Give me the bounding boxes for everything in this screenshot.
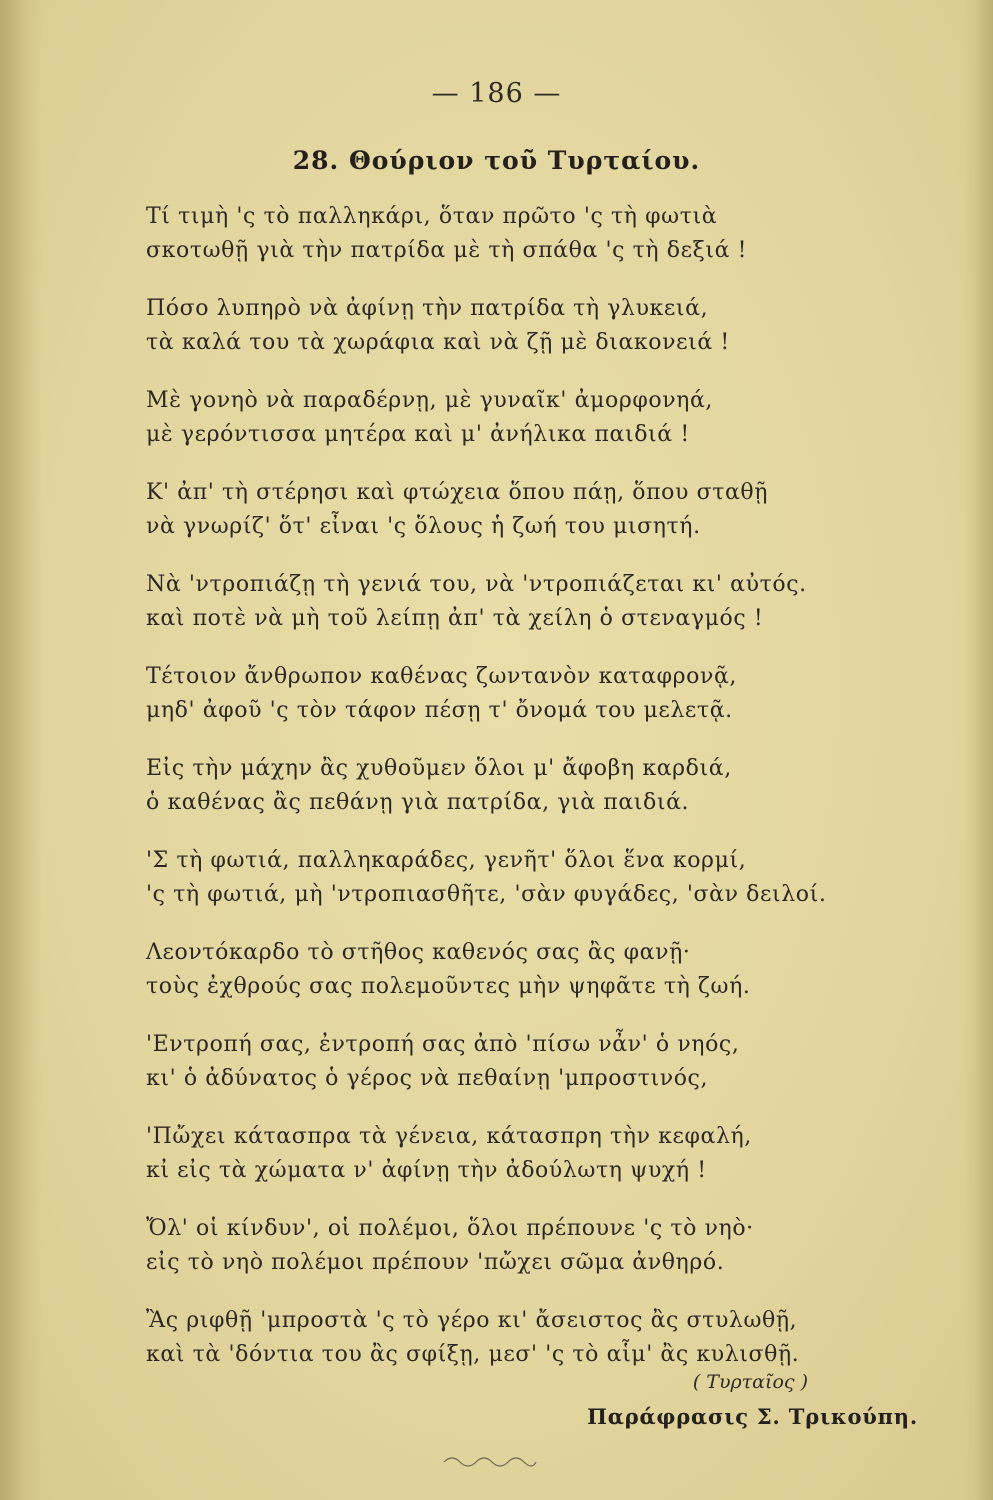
verse-line: Κ' ἀπ' τὴ στέρησι καὶ φτώχεια ὅπου πάῃ, ὅπου σταθῇ	[146, 480, 769, 505]
stanza	[146, 568, 916, 660]
verse-line: 'ς τὴ φωτιά, μὴ 'ντροπιασθῆτε, 'σὰν φυγάδες, 'σὰν δειλοί.	[146, 882, 827, 907]
verse-line: τὰ καλά του τὰ χωράφια καὶ νὰ ζῇ μὲ διακονειά !	[146, 330, 730, 355]
page-number: — 186 —	[431, 78, 562, 109]
verse-line: ὁ καθένας ἂς πεθάνῃ γιὰ πατρίδα, γιὰ παιδιά.	[146, 790, 690, 815]
stanza	[146, 292, 916, 384]
stanza	[146, 844, 916, 936]
verse-line: Τί τιμὴ 'ς τὸ παλληκάρι, ὅταν πρῶτο 'ς τὴ φωτιὰ	[146, 204, 718, 229]
verse-line: Λεοντόκαρδο τὸ στῆθος καθενός σας ἂς φανῇ·	[146, 940, 691, 965]
stanza	[146, 384, 916, 476]
stanza	[146, 476, 916, 568]
verse-line: 'Σ τὴ φωτιά, παλληκαράδες, γενῆτ' ὅλοι ἕνα κορμί,	[146, 848, 747, 873]
stanza	[146, 1212, 916, 1304]
verse-line: μὲ γερόντισσα μητέρα καὶ μ' ἀνήλικα παιδιά !	[146, 422, 690, 447]
paraphrase-credit: Παράφρασις Σ. Τρικούπη.	[587, 1404, 918, 1429]
verse-line: νὰ γνωρίζ' ὅτ' εἶναι 'ς ὅλους ἡ ζωή του μισητή.	[146, 514, 701, 539]
stanza	[146, 660, 916, 752]
verse-line: Τέτοιον ἄνθρωπον καθένας ζωντανὸν καταφρονᾷ,	[146, 664, 738, 689]
stanza	[146, 752, 916, 844]
verse-line: Νὰ 'ντροπιάζῃ τὴ γενιά του, νὰ 'ντροπιάζεται κι' αὐτός.	[146, 572, 807, 597]
verse-line: κἰ εἰς τὰ χώματα ν' ἀφίνῃ τὴν ἀδούλωτη ψυχή !	[146, 1158, 707, 1183]
verse-line: σκοτωθῇ γιὰ τὴν πατρίδα μὲ τὴ σπάθα 'ς τὴ δεξιά !	[146, 238, 748, 263]
verse-line: Ἂς ριφθῇ 'μπροστὰ 'ς τὸ γέρο κι' ἄσειστος ἂς στυλωθῇ,	[146, 1308, 798, 1333]
verse-line: 'Εντροπή σας, ἐντροπή σας ἀπὸ 'πίσω νἆν' ὁ νηός,	[146, 1032, 740, 1057]
verse-line: Μὲ γονηὸ νὰ παραδέρνῃ, μὲ γυναῖκ' ἀμορφονηά,	[146, 388, 714, 413]
stanza	[146, 200, 916, 292]
verse-line: εἰς τὸ νηὸ πολέμοι πρέπουν 'πὤχει σῶμα ἀνθηρό.	[146, 1250, 725, 1275]
poem-body	[146, 200, 916, 1396]
verse-line: τοὺς ἐχθρούς σας πολεμοῦντες μὴν ψηφᾶτε τὴ ζωή.	[146, 974, 751, 999]
verse-line: κι' ὁ ἀδύνατος ὁ γέρος νὰ πεθαίνῃ 'μπροστινός,	[146, 1066, 709, 1091]
verse-line: Εἰς τὴν μάχην ἂς χυθοῦμεν ὅλοι μ' ἄφοβη καρδιά,	[146, 756, 732, 781]
verse-line: καὶ ποτὲ νὰ μὴ τοῦ λείπῃ ἀπ' τὰ χείλη ὁ στεναγμός !	[146, 606, 764, 631]
ornament-flourish-icon	[440, 1450, 540, 1470]
verse-line: μηδ' ἀφοῦ 'ς τὸν τάφον πέσῃ τ' ὄνομά του μελετᾷ.	[146, 698, 733, 723]
stanza	[146, 1120, 916, 1212]
page-edge-left	[0, 0, 42, 1500]
page-edge-right	[963, 0, 993, 1500]
poem-title: 28. Θούριον τοῦ Τυρταίου.	[292, 146, 701, 175]
author-attribution: ( Τυρταῖος )	[692, 1371, 808, 1393]
stanza	[146, 1028, 916, 1120]
verse-line: Ὄλ' οἱ κίνδυν', οἱ πολέμοι, ὅλοι πρέπουνε 'ς τὸ νηὸ·	[146, 1216, 754, 1241]
stanza	[146, 936, 916, 1028]
verse-line: 'Πὤχει κάτασπρα τὰ γένεια, κάτασπρη τὴν κεφαλή,	[146, 1124, 752, 1149]
verse-line: Πόσο λυπηρὸ νὰ ἀφίνῃ τὴν πατρίδα τὴ γλυκειά,	[146, 296, 709, 321]
verse-line: καὶ τὰ 'δόντια του ἂς σφίξῃ, μεσ' 'ς τὸ αἷμ' ἂς κυλισθῇ.	[146, 1342, 800, 1367]
